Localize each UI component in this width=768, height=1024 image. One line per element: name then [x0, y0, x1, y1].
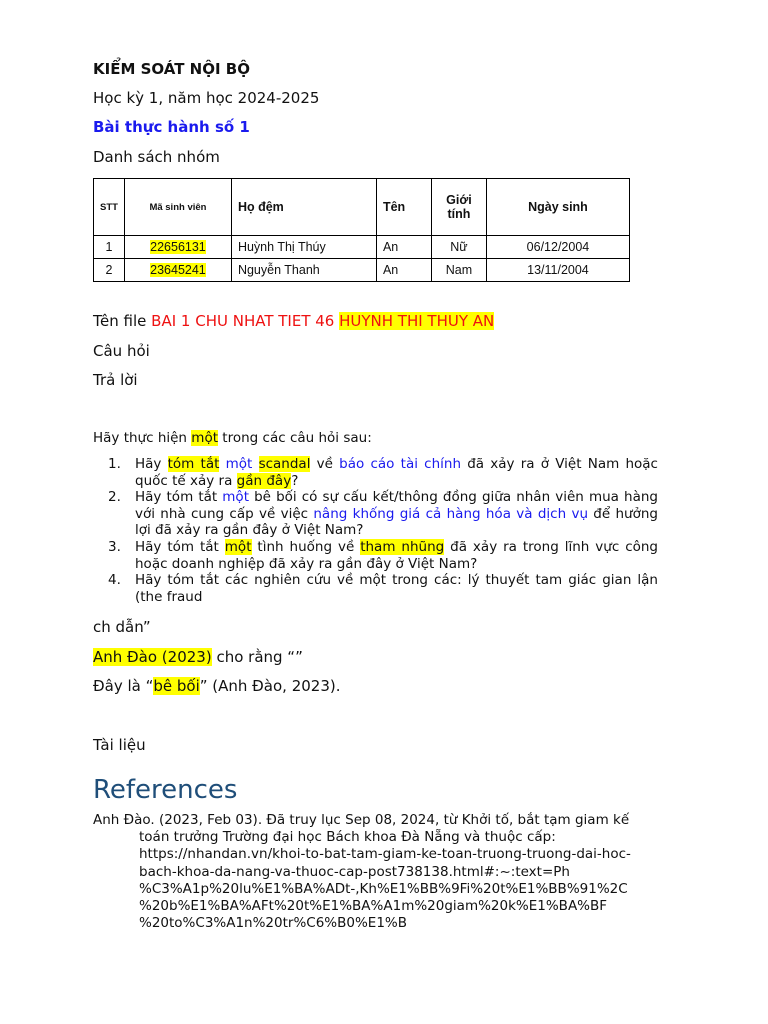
table-row — [94, 259, 630, 282]
q1-text: ? — [291, 472, 299, 489]
intro-text-c: trong các câu hỏi sau: — [218, 430, 372, 446]
q3-text: Hãy tóm tắt — [135, 538, 225, 555]
cell-student-id — [124, 259, 231, 282]
reference-url-line[interactable]: %20b%E1%BA%AFt%20t%E1%BA%A1m%20giam%20k%E1%BA%BF — [139, 898, 608, 915]
q2-price-inflation: nâng khống giá cả hàng hóa và dịch vụ — [313, 505, 588, 522]
table-header-row — [94, 179, 630, 236]
cell-birthdate: 06/12/2004 — [486, 236, 629, 259]
materials-label: Tài liệu — [93, 736, 146, 754]
q1-highlight-recent: gần đây — [236, 472, 292, 489]
references-heading: References — [93, 775, 238, 805]
claim-line — [93, 648, 303, 666]
intro-highlight: một — [191, 430, 219, 446]
header-first-name: Tên — [376, 179, 431, 236]
q3-highlight-one: một — [224, 538, 252, 555]
q2-text: để hưởng lợi đã xảy ra gần đây ở Việt Nam? — [135, 505, 658, 539]
reference-url-line[interactable]: bach-khoa-da-nang-va-thuoc-cap-post738138.html#:~:text=Ph — [139, 863, 570, 880]
reference-first-line: Anh Đào. (2023, Feb 03). Đã truy lục Sep 08, 2024, từ Khởi tố, bắt tạm giam kế — [93, 812, 630, 828]
reference-url-line[interactable]: https://nhandan.vn/khoi-to-bat-tam-giam-ke-toan-truong-truong-dai-hoc- — [139, 846, 631, 863]
header-birthdate: Ngày sinh — [486, 179, 629, 236]
cell-middle-name: Huỳnh Thị Thúy — [231, 236, 376, 259]
q3-text: tình huống về — [251, 538, 361, 555]
cell-student-id — [124, 236, 231, 259]
question-label: Câu hỏi — [93, 342, 150, 360]
header-stt: STT — [94, 179, 125, 236]
q2-text: bê bối có sự cấu kết/thông đồng giữa nhân viên mua hàng với nhà cung cấp về việc — [135, 489, 658, 522]
list-number: 1. — [108, 456, 121, 472]
quote-highlight: bê bối — [153, 677, 200, 695]
cell-first-name: An — [376, 259, 431, 282]
cell-gender: Nữ — [431, 236, 486, 259]
cell-middle-name: Nguyễn Thanh — [231, 259, 376, 282]
q3-highlight-corruption: tham nhũng — [360, 538, 445, 555]
group-table — [93, 178, 630, 282]
exercise-title: Bài thực hành số 1 — [93, 118, 250, 136]
file-name-part1: BAI 1 CHU NHAT TIET 46 — [151, 312, 340, 330]
cell-stt: 1 — [94, 236, 125, 259]
header-student-id: Mã sinh viên — [124, 179, 231, 236]
cell-birthdate: 13/11/2004 — [486, 259, 629, 282]
list-number: 3. — [108, 538, 121, 555]
cell-gender: Nam — [431, 259, 486, 282]
q3-text: đã xảy ra trong lĩnh vực công hoặc doanh nghiệp đã xảy ra gần đây ở Việt Nam? — [135, 538, 659, 572]
q1-financial-report: báo cáo tài chính — [339, 456, 462, 472]
list-number: 2. — [108, 489, 121, 506]
intro-text-a: Hãy thực hiện — [93, 430, 192, 446]
quote-line — [93, 677, 341, 695]
group-list-label: Danh sách nhóm — [93, 148, 220, 166]
q4-text: Hãy tóm tắt các nghiên cứu về một trong các: lý thuyết tam giác gian lận (the fraud — [135, 572, 658, 605]
q1-text: Hãy — [135, 456, 168, 472]
citation-line: ch dẫn” — [93, 618, 151, 636]
file-name-part2: HUYNH THI THUY AN — [339, 312, 495, 330]
list-item — [108, 489, 658, 539]
file-name-line — [93, 312, 494, 330]
list-item — [108, 456, 658, 489]
quote-text-a: Đây là “ — [93, 677, 154, 695]
file-name-label: Tên file — [93, 312, 152, 330]
quote-text-c: ” (Anh Đào, 2023). — [199, 677, 341, 695]
q1-text: đã xảy ra ở Việt Nam hoặc quốc tế xảy ra — [135, 456, 658, 489]
q1-text: về — [310, 456, 340, 472]
reference-url-line[interactable]: %20to%C3%A1n%20tr%C6%B0%E1%B — [139, 915, 408, 932]
course-title: KIỂM SOÁT NỘI BỘ — [93, 60, 250, 78]
q2-one: một — [222, 489, 249, 506]
header-middle-name: Họ đệm — [231, 179, 376, 236]
student-id-highlight: 22656131 — [150, 240, 206, 254]
cell-first-name: An — [376, 236, 431, 259]
reference-url-line[interactable]: %C3%A1p%20lu%E1%BA%ADt-,Kh%E1%BB%9Fi%20t%E1%BB%91%2C — [139, 880, 628, 897]
reference-entry — [93, 812, 663, 932]
semester-line: Học kỳ 1, năm học 2024-2025 — [93, 89, 320, 107]
q1-one: một — [225, 456, 253, 472]
list-item — [108, 572, 658, 605]
table-row — [94, 236, 630, 259]
list-item — [108, 539, 658, 572]
q1-highlight-scandal: scandal — [258, 456, 311, 472]
q1-highlight-summarize: tóm tắt — [167, 456, 220, 472]
list-number: 4. — [108, 572, 121, 589]
student-id-highlight: 23645241 — [150, 263, 206, 277]
question-list — [108, 456, 658, 605]
q2-text: Hãy tóm tắt — [135, 489, 223, 506]
cell-stt: 2 — [94, 259, 125, 282]
answer-label: Trả lời — [93, 371, 138, 389]
claim-text: cho rằng “” — [211, 648, 303, 666]
q1-space — [252, 456, 258, 472]
claim-author-highlight: Anh Đào (2023) — [93, 648, 212, 666]
intro-line — [93, 429, 372, 447]
header-gender: Giới tính — [431, 179, 486, 236]
reference-line: toán trưởng Trường đại học Bách khoa Đà Nẵng và thuộc cấp: — [139, 829, 556, 846]
